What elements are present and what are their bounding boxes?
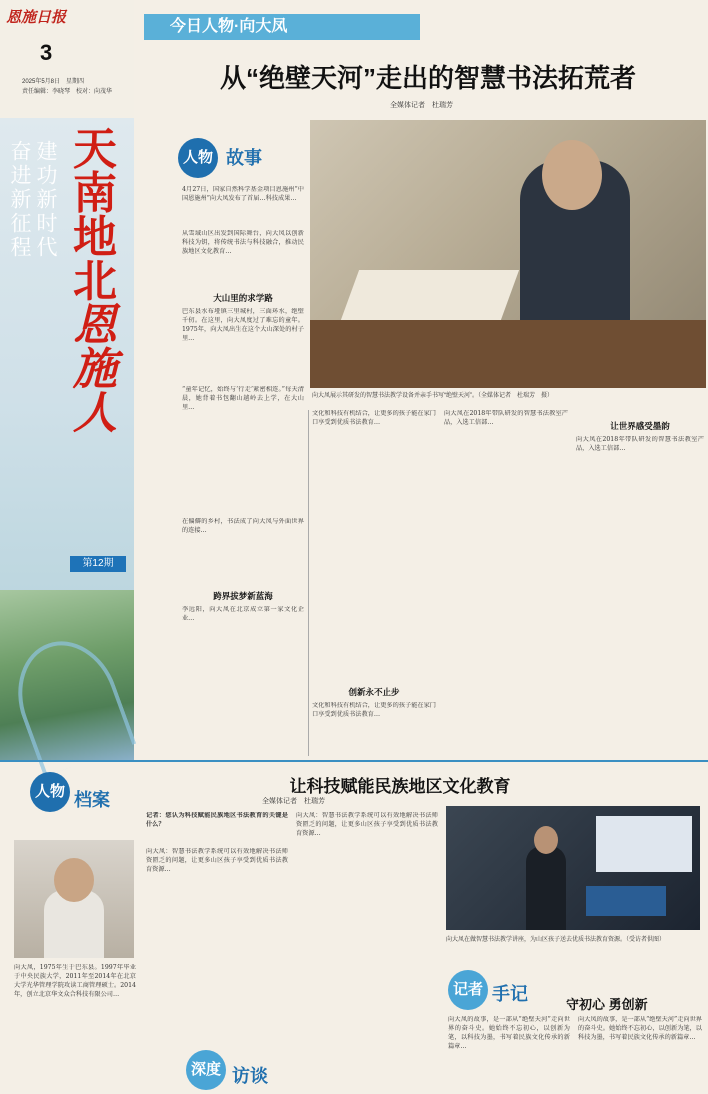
interview-answer: 向大凤：智慧书法教学系统可以有效地解决书法师资匮乏的问题，让更多山区孩子享受到优质书法教育资源…: [146, 848, 288, 873]
lecture-photo: [446, 806, 700, 930]
note-text: 向大凤的故事，是一部从“绝壁天河”走向世界的奋斗史。她始终不忘初心，以创新为笔，以科技为墨，书写着民族文化传承的新篇章…: [448, 1016, 570, 1050]
subhead: 让世界感受墨韵: [610, 421, 670, 431]
note-badge-label: 手记: [492, 984, 528, 1004]
big-title-char: 北: [73, 257, 117, 306]
second-headline: 让科技赋能民族地区文化教育: [289, 777, 511, 796]
profile-badge: 人物: [30, 772, 70, 812]
col1-paragraph: 4月27日，国家自然科学基金项目恩施州“中国恩施州”向大凤发布了首届…科技成果…: [182, 186, 304, 202]
byline: 全媒体记者 杜瑞芳: [390, 102, 453, 109]
main-photo: [310, 120, 706, 388]
subhead: 大山里的求学路: [213, 293, 273, 303]
profile-badge-label: 档案: [74, 790, 110, 810]
issue-badge: 第12期: [70, 556, 126, 572]
col3-paragraph: 文化和科技有机结合，让更多的孩子能在家门口享受到优质书法教育…: [312, 410, 436, 426]
col3-paragraph: 文化和科技有机结合，让更多的孩子能在家门口享受到优质书法教育…: [312, 702, 436, 718]
interview-question: 记者：您认为科技赋能民族地区书法教育的关键是什么？: [146, 812, 288, 828]
col1-paragraph: “童年记忆，始终与‘行走’紧密相连。”每天清晨，她背着书包翻山越岭去上学，在大山里…: [182, 386, 304, 411]
col1-paragraph: 巴东县水布垭镇三里城村，三面环水，绝壁千仞。在这里，向大凤度过了难忘的童年。1975年，向大凤出生在这个大山深处的村子里…: [182, 308, 304, 342]
interview-answer: 向大凤：智慧书法教学系统可以有效地解决书法师资匮乏的问题，让更多山区孩子享受到优质书法教育资源…: [296, 812, 438, 837]
issue-date: 2025年5月8日 星期四: [22, 79, 85, 85]
col1-paragraph: 从雪域山区出发到国际舞台，向大凤以创新科技为钥，将传统书法与科技融合，推动民族地区文化教育…: [182, 230, 304, 255]
big-title-char: 人: [73, 388, 117, 439]
byline-2: 全媒体记者 杜瑞芳: [262, 798, 325, 805]
slogan-line-1: 建功新时代: [34, 140, 57, 260]
big-title-char: 南: [73, 169, 117, 218]
photo-caption: 向大凤展示其研发的智慧书法教学设备并亲手书写“绝壁天河”。（全媒体记者 杜瑞芳 摄）: [312, 393, 553, 399]
story-badge: 人物: [178, 138, 218, 178]
main-headline: 从“绝壁天河”走出的智慧书法拓荒者: [219, 63, 636, 93]
slogan-line-2: 奋进新征程: [8, 140, 31, 260]
story-badge-label: 故事: [226, 148, 262, 168]
note-text: 向大凤的故事，是一部从“绝壁天河”走向世界的奋斗史。她始终不忘初心，以创新为笔，以科技为墨，书写着民族文化传承的新篇章…: [578, 1016, 702, 1041]
big-title-char: 地: [73, 213, 117, 262]
column-divider: [308, 410, 309, 756]
col4-paragraph: 向大凤在2018年带队研发的智慧书法教室产品，入选工信部…: [444, 410, 568, 426]
lecture-caption: 向大凤在做智慧书法教学讲座，为山区孩子送去优质书法教育资源。（受访者供图）: [446, 937, 666, 943]
subhead: 创新永不止步: [348, 687, 400, 697]
deep-badge-label: 访谈: [232, 1066, 268, 1086]
profile-text: 向大凤，1975年生于巴东县。1997年毕业于中央民族大学，2011年至2014年在北京大学光华管理学院攻读工商管理硕士。2014年，创立北京华文众合科技有限公司…: [14, 964, 136, 998]
section-divider: [0, 760, 708, 762]
newspaper-masthead: 恩施日报: [6, 8, 67, 26]
big-title-char: 施: [73, 344, 117, 395]
big-title-char: 天: [73, 125, 117, 174]
col4-paragraph: 向大凤在2018年带队研发的智慧书法教室产品，入选工信部…: [576, 436, 704, 452]
col1-paragraph: 在偏僻的乡村，书法成了向大凤与外面世界的连接…: [182, 518, 304, 534]
portrait-photo: [14, 840, 134, 958]
subhead: 跨界拔梦新蓝海: [213, 591, 273, 601]
page-number: 3: [40, 40, 53, 65]
note-badge: 记者: [448, 970, 488, 1010]
note-title: 守初心 勇创新: [566, 997, 648, 1012]
big-title-block: [62, 125, 128, 439]
big-title-char: 恩: [73, 300, 117, 351]
section-banner: 今日人物·向大凤: [144, 14, 420, 40]
editor-credits: 责任编辑：李晓琴 校对：向茂华: [22, 89, 113, 95]
col2-paragraph: 李远阳，向大凤在北京成立第一家文化企业…: [182, 606, 304, 622]
deep-badge: 深度: [186, 1050, 226, 1090]
